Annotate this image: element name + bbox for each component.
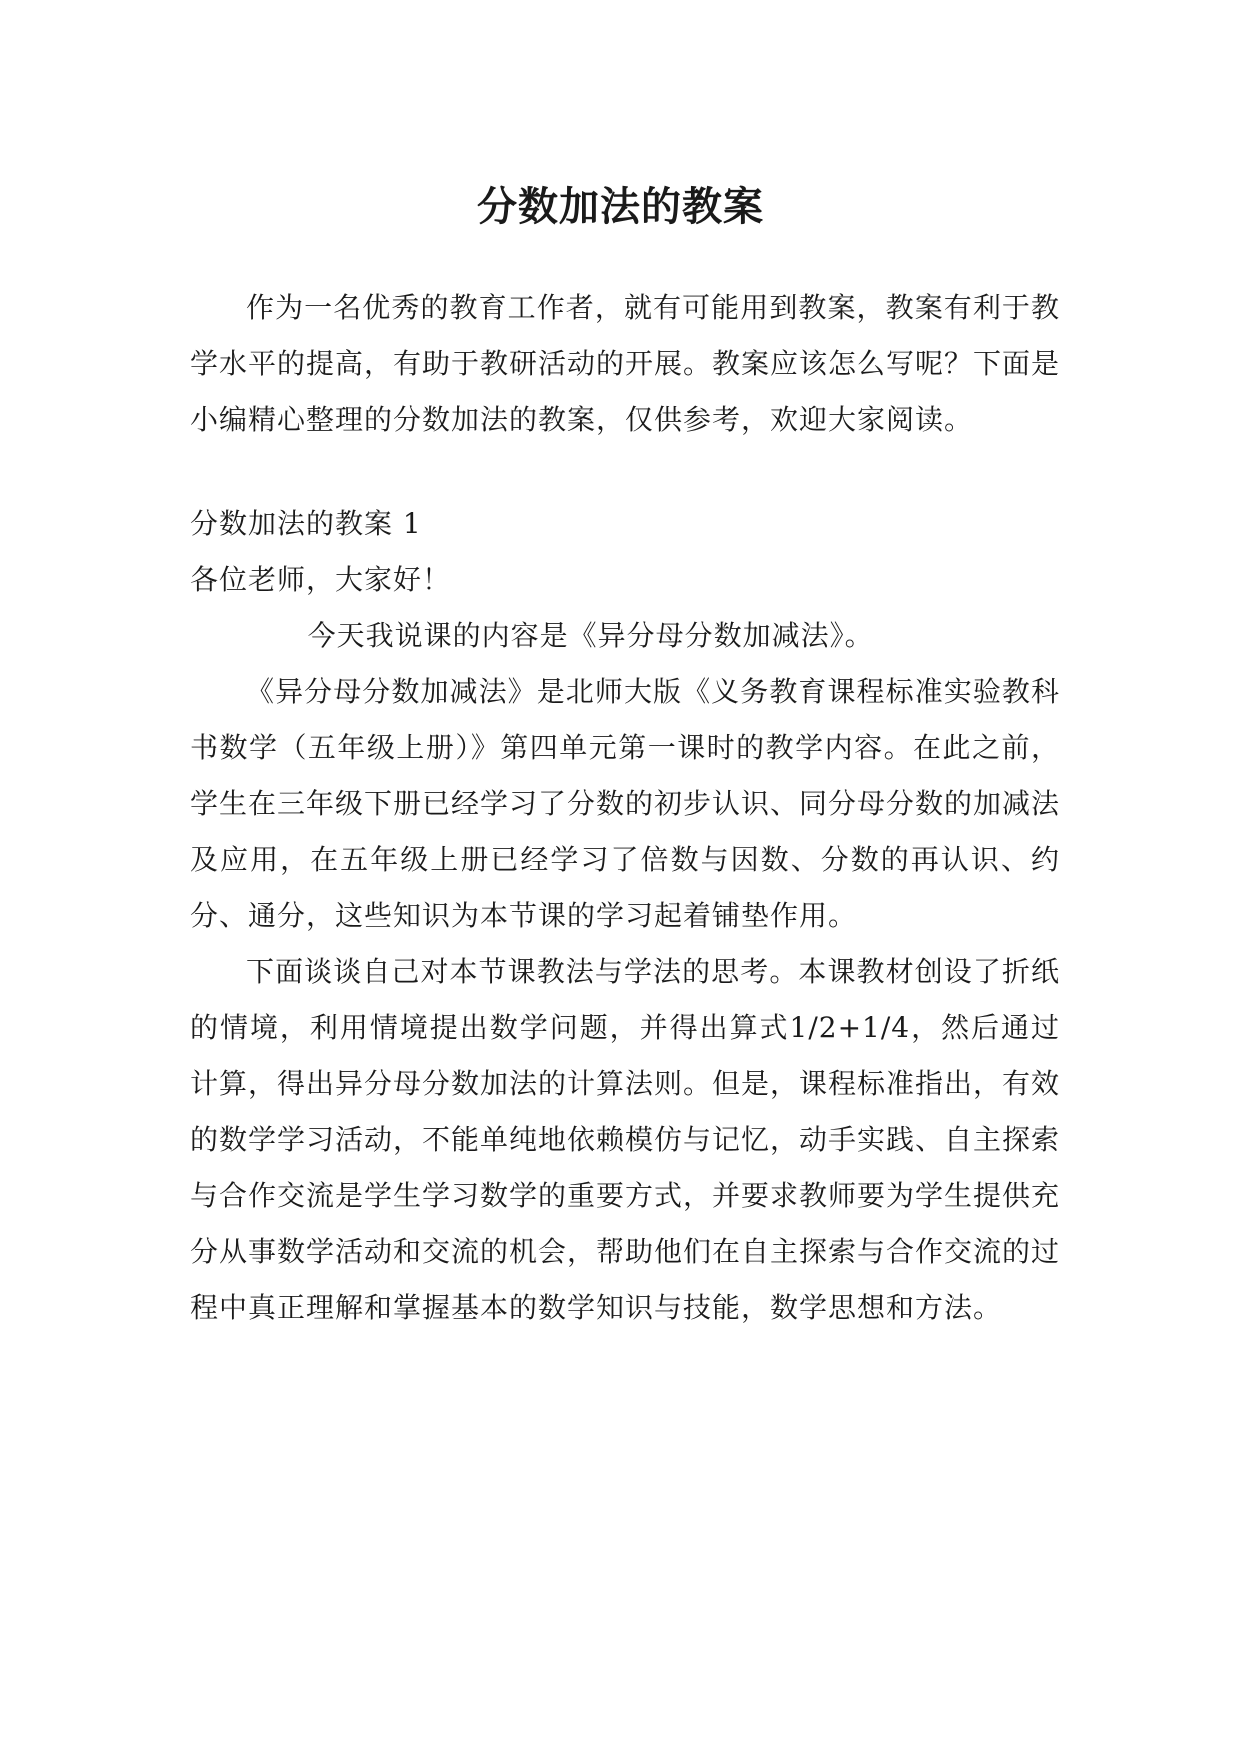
document-body	[190, 280, 1060, 1336]
topic-line: 今天我说课的内容是《异分母分数加减法》。	[307, 619, 874, 652]
greeting-line: 各位老师，大家好！	[190, 563, 452, 596]
section-spacer	[190, 448, 1060, 496]
body-paragraph-1: 《异分母分数加减法》是北师大版《义务教育课程标准实验教科书数学（五年级上册）》第四单元第一课时的教学内容。在此之前，学生在三年级下册已经学习了分数的初步认识、同分母分数的加减法及应用，在五年级上册已经学习了倍数与因数、分数的再认识、约分、通分，这些知识为本节课的学习起着铺垫作用。	[190, 675, 1061, 932]
body-paragraph-2: 下面谈谈自己对本节课教法与学法的思考。本课教材创设了折纸的情境，利用情境提出数学问题，并得出算式1/2+1/4，然后通过计算，得出异分母分数加法的计算法则。但是，课程标准指出，有效的数学学习活动，不能单纯地依赖模仿与记忆，动手实践、自主探索与合作交流是学生学习数学的重要方式，并要求教师要为学生提供充分从事数学活动和交流的机会，帮助他们在自主探索与合作交流的过程中真正理解和掌握基本的数学知识与技能，数学思想和方法。	[190, 955, 1061, 1324]
document-title: 分数加法的教案	[477, 182, 764, 230]
intro-paragraph: 作为一名优秀的教育工作者，就有可能用到教案，教案有利于教学水平的提高，有助于教研活动的开展。教案应该怎么写呢？下面是小编精心整理的分数加法的教案，仅供参考，欢迎大家阅读。	[190, 291, 1061, 436]
section-heading: 分数加法的教案 1	[190, 507, 422, 540]
